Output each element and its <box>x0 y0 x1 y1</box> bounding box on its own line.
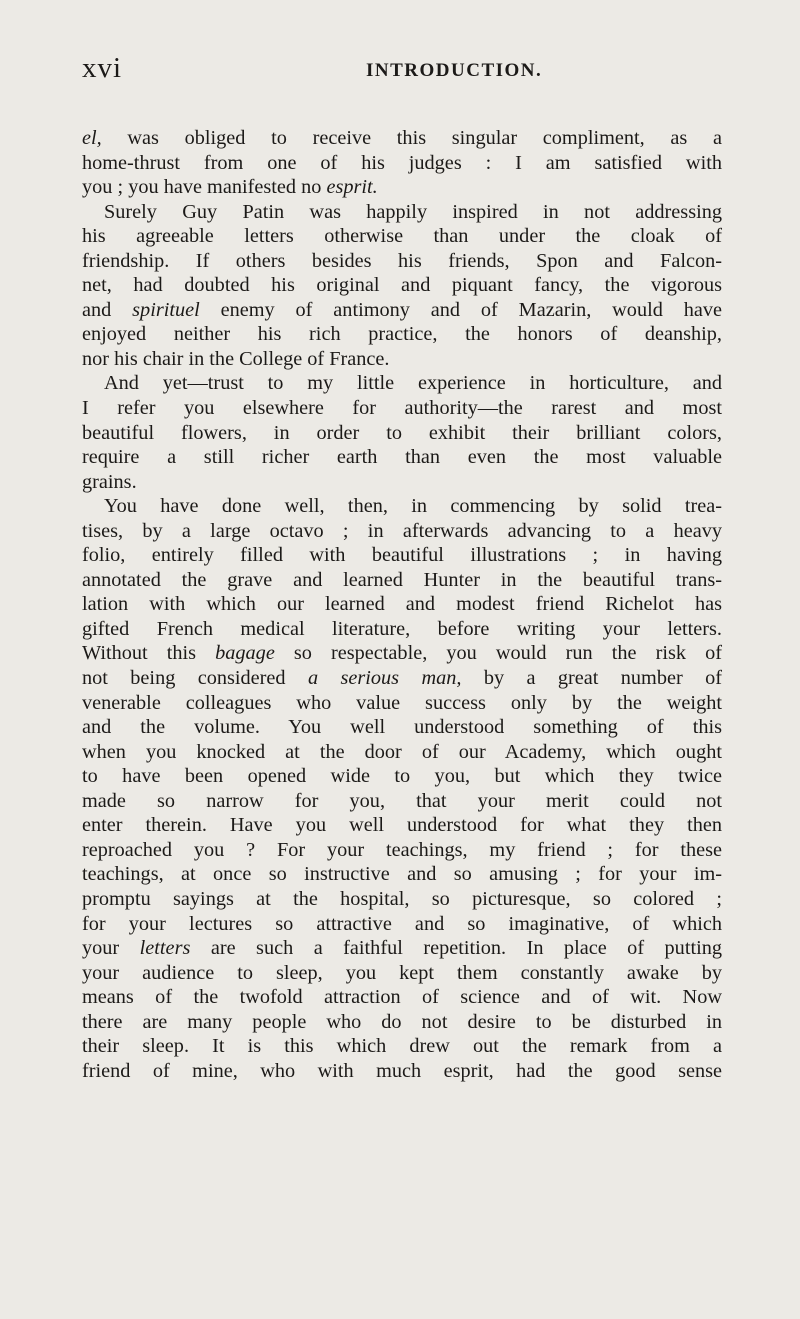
text-line <box>82 887 722 912</box>
text-line <box>82 936 722 961</box>
text-line <box>82 298 722 323</box>
text-segment: You have done well, then, in commencing by solid trea- <box>104 495 722 518</box>
body-text <box>82 126 722 1083</box>
text-segment: are such a faithful repetition. In place of putting <box>190 937 723 960</box>
text-line <box>82 396 722 421</box>
text-line <box>82 371 722 396</box>
text-line <box>82 691 722 716</box>
text-line <box>82 715 722 740</box>
text-line <box>82 1034 722 1059</box>
text-segment: reproached you ? For your teachings, my friend ; for these <box>82 838 722 861</box>
text-line <box>82 470 722 495</box>
text-segment: friendship. If others besides his friends, Spon and Falcon- <box>82 249 722 272</box>
text-segment: your <box>82 937 140 960</box>
text-line <box>82 421 722 446</box>
italic-text: bagage <box>215 642 275 665</box>
text-segment: lation with which our learned and modest friend Richelot has <box>82 593 722 616</box>
text-segment: there are many people who do not desire to be disturbed in <box>82 1010 722 1033</box>
text-segment: not being considered <box>82 667 308 690</box>
text-segment: annotated the grave and learned Hunter in the beautiful trans- <box>82 568 722 591</box>
italic-text: a serious man, <box>307 667 462 690</box>
text-segment: beautiful flowers, in order to exhibit their brilliant colors, <box>82 421 722 444</box>
text-line <box>82 494 722 519</box>
text-line <box>82 764 722 789</box>
text-line <box>82 862 722 887</box>
italic-text: spirituel <box>132 298 200 321</box>
text-line <box>82 912 722 937</box>
text-segment: nor his chair in the College of France. <box>82 347 390 370</box>
text-segment: require a still richer earth than even the most valuable <box>82 446 722 469</box>
text-line <box>82 200 722 225</box>
text-segment: net, had doubted his original and piquant fancy, the vigorous <box>82 274 722 297</box>
text-line <box>82 740 722 765</box>
text-line <box>82 1059 722 1084</box>
text-line <box>82 126 722 151</box>
text-line <box>82 249 722 274</box>
text-segment: friend of mine, who with much esprit, had the good sense <box>82 1059 722 1082</box>
text-segment: his agreeable letters otherwise than under the cloak of <box>82 225 722 248</box>
text-line <box>82 838 722 863</box>
text-line <box>82 151 722 176</box>
text-segment: made so narrow for you, that your merit could not <box>82 789 722 812</box>
text-line <box>82 273 722 298</box>
text-line <box>82 961 722 986</box>
text-segment: when you knocked at the door of our Academy, which ought <box>82 740 722 763</box>
text-line <box>82 813 722 838</box>
text-segment: tises, by a large octavo ; in afterwards advancing to a heavy <box>82 519 722 542</box>
page-header <box>82 52 722 92</box>
text-segment: I refer you elsewhere for authority—the rarest and most <box>82 397 722 420</box>
text-segment: by a great number of <box>461 667 722 690</box>
text-line <box>82 322 722 347</box>
text-line <box>82 641 722 666</box>
italic-text: esprit. <box>326 176 378 199</box>
text-segment: their sleep. It is this which drew out the remark from a <box>82 1035 722 1058</box>
text-segment: gifted French medical literature, before writing your letters. <box>82 617 722 640</box>
text-segment: venerable colleagues who value success only by the weight <box>82 691 722 714</box>
text-segment: enjoyed neither his rich practice, the honors of deanship, <box>82 323 722 346</box>
text-segment: for your lectures so attractive and so imaginative, of which <box>82 912 722 935</box>
italic-text: letters <box>139 937 191 960</box>
italic-text: el, <box>82 127 102 149</box>
text-segment: Without this <box>82 642 216 665</box>
text-line <box>82 617 722 642</box>
text-segment: and <box>82 298 133 321</box>
text-segment: Surely Guy Patin was happily inspired in not addressing <box>104 200 722 223</box>
text-segment: folio, entirely filled with beautiful illustrations ; in having <box>82 544 722 567</box>
text-segment: And yet—trust to my little experience in horticulture, and <box>104 372 722 395</box>
running-head: INTRODUCTION. <box>366 60 543 81</box>
text-segment: promptu sayings at the hospital, so picturesque, so colored ; <box>82 887 722 910</box>
text-line <box>82 543 722 568</box>
text-segment: your audience to sleep, you kept them constantly awake by <box>82 961 722 984</box>
text-line <box>82 1010 722 1035</box>
text-line <box>82 592 722 617</box>
text-line <box>82 175 722 200</box>
text-line <box>82 985 722 1010</box>
text-segment: enemy of antimony and of Mazarin, would have <box>199 298 723 321</box>
text-segment: grains. <box>82 470 137 493</box>
text-line <box>82 347 722 372</box>
text-segment: and the volume. You well understood something of this <box>82 716 722 739</box>
text-line <box>82 666 722 691</box>
text-segment: was obliged to receive this singular compliment, as a <box>101 127 722 149</box>
text-segment: home-thrust from one of his judges : I am satisfied with <box>82 151 722 174</box>
text-segment: you ; you have manifested no <box>82 176 327 199</box>
text-line <box>82 445 722 470</box>
text-line <box>82 519 722 544</box>
text-segment: teachings, at once so instructive and so amusing ; for your im- <box>82 863 722 886</box>
text-line <box>82 568 722 593</box>
text-line <box>82 789 722 814</box>
text-segment: to have been opened wide to you, but which they twice <box>82 765 722 788</box>
text-segment: so respectable, you would run the risk of <box>274 642 722 665</box>
text-segment: means of the twofold attraction of science and of wit. Now <box>82 986 722 1009</box>
text-line <box>82 224 722 249</box>
text-segment: enter therein. Have you well understood for what they then <box>82 814 722 837</box>
page-number: xvi <box>82 52 123 84</box>
